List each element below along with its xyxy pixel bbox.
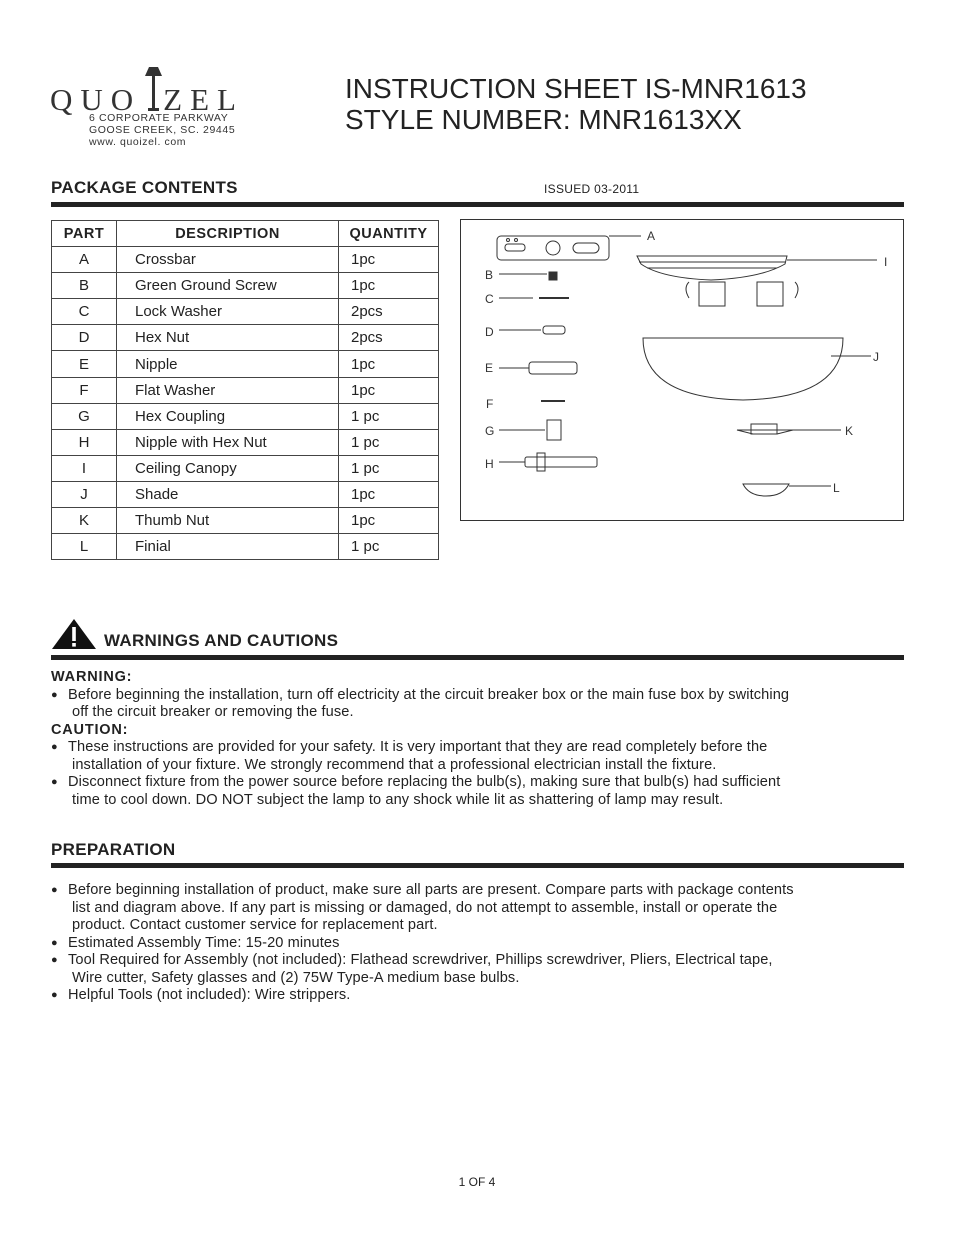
website-line: www. quoizel. com bbox=[89, 136, 187, 148]
list-item bbox=[51, 687, 911, 722]
table-row bbox=[52, 377, 439, 403]
quantity-cell: 1 pc bbox=[339, 534, 439, 560]
part-cell: B bbox=[52, 273, 117, 299]
label-e: E bbox=[485, 361, 494, 375]
crossbar-drawing bbox=[497, 236, 609, 260]
description-cell: Crossbar bbox=[117, 247, 339, 273]
list-item bbox=[51, 739, 911, 774]
part-cell: K bbox=[52, 508, 117, 534]
list-item-text bbox=[68, 882, 911, 935]
table-row bbox=[52, 299, 439, 325]
quantity-cell: 1pc bbox=[339, 377, 439, 403]
label-k: K bbox=[845, 424, 854, 438]
bullet-icon: ● bbox=[51, 989, 58, 1001]
description-cell: Nipple with Hex Nut bbox=[117, 429, 339, 455]
text-line: installation of your fixture. We strongly recommend that a professional electrician install the fixture. bbox=[72, 756, 717, 773]
table-row bbox=[52, 455, 439, 481]
table-row bbox=[52, 273, 439, 299]
list-item bbox=[51, 952, 911, 987]
list-item bbox=[51, 882, 911, 935]
section-divider bbox=[51, 863, 904, 868]
parts-diagram-drawing bbox=[461, 220, 905, 522]
text-line: Disconnect fixture from the power source before replacing the bulb(s), making sure that bulb(s) had sufficient bbox=[68, 774, 781, 790]
label-c: C bbox=[485, 292, 494, 306]
page-number: 1 OF 4 bbox=[458, 1175, 496, 1189]
warning-label: WARNING: bbox=[51, 669, 133, 685]
bullet-icon: ● bbox=[51, 741, 58, 753]
table-row bbox=[52, 325, 439, 351]
label-j: J bbox=[873, 350, 879, 364]
text-line: off the circuit breaker or removing the fuse. bbox=[72, 704, 354, 720]
table-row bbox=[52, 247, 439, 273]
part-cell: D bbox=[52, 325, 117, 351]
warnings-body bbox=[51, 669, 911, 809]
description-cell: Thumb Nut bbox=[117, 508, 339, 534]
company-address bbox=[89, 112, 235, 148]
part-cell: E bbox=[52, 351, 117, 377]
table-row bbox=[52, 429, 439, 455]
text-line: list and diagram above. If any part is missing or damaged, do not attempt to assemble, install or operate the bbox=[72, 899, 778, 916]
section-divider bbox=[51, 655, 904, 660]
bullet-icon: ● bbox=[51, 776, 58, 788]
column-header-quantity: QUANTITY bbox=[339, 221, 439, 247]
table-row bbox=[52, 508, 439, 534]
package-contents-table bbox=[51, 220, 439, 560]
list-item bbox=[51, 935, 911, 953]
part-cell: G bbox=[52, 403, 117, 429]
table-header-row bbox=[52, 221, 439, 247]
quantity-cell: 2pcs bbox=[339, 325, 439, 351]
address-line: 6 CORPORATE PARKWAY bbox=[89, 112, 229, 124]
instruction-sheet-number: INSTRUCTION SHEET IS-MNR1613 bbox=[345, 73, 807, 104]
list-item bbox=[51, 774, 911, 809]
quantity-cell: 1 pc bbox=[339, 429, 439, 455]
text-line: Wire cutter, Safety glasses and (2) 75W Type-A medium base bulbs. bbox=[72, 969, 520, 986]
bullet-icon: ● bbox=[51, 936, 58, 949]
bullet-icon: ● bbox=[51, 688, 58, 701]
label-h: H bbox=[485, 457, 494, 471]
quoizel-logo bbox=[50, 64, 250, 154]
quantity-cell: 1pc bbox=[339, 273, 439, 299]
label-a: A bbox=[647, 229, 656, 243]
part-cell: F bbox=[52, 377, 117, 403]
section-divider bbox=[51, 202, 904, 207]
label-l: L bbox=[833, 481, 840, 495]
list-item-text bbox=[68, 774, 911, 809]
description-cell: Hex Coupling bbox=[117, 403, 339, 429]
text-line: Tool Required for Assembly (not included): Flathead screwdriver, Phillips screwdriver, Pliers, Electrical tape, bbox=[68, 952, 773, 968]
label-d: D bbox=[485, 325, 494, 339]
text-line: Helpful Tools (not included): Wire strippers. bbox=[68, 987, 351, 1003]
parts-diagram bbox=[460, 219, 904, 521]
part-cell: C bbox=[52, 299, 117, 325]
caution-label: CAUTION: bbox=[51, 721, 129, 738]
table-row bbox=[52, 534, 439, 560]
label-g: G bbox=[485, 424, 495, 438]
column-header-description: DESCRIPTION bbox=[117, 221, 339, 247]
preparation-heading: PREPARATION bbox=[51, 840, 176, 859]
package-contents-heading: PACKAGE CONTENTS bbox=[51, 178, 238, 197]
style-number: STYLE NUMBER: MNR1613XX bbox=[345, 104, 742, 135]
thumb-nut-drawing bbox=[737, 430, 793, 434]
shade-drawing bbox=[643, 338, 843, 400]
text-line: product. Contact customer service for replacement part. bbox=[72, 917, 438, 933]
part-cell: L bbox=[52, 534, 117, 560]
table-row bbox=[52, 481, 439, 507]
label-f: F bbox=[486, 397, 494, 411]
document-title bbox=[345, 73, 807, 135]
address-line: GOOSE CREEK, SC. 29445 bbox=[89, 124, 236, 136]
description-cell: Finial bbox=[117, 534, 339, 560]
table-row bbox=[52, 403, 439, 429]
list-item-text bbox=[68, 935, 911, 953]
list-item bbox=[51, 987, 911, 1005]
table-row bbox=[52, 351, 439, 377]
part-cell: I bbox=[52, 455, 117, 481]
quantity-cell: 2pcs bbox=[339, 299, 439, 325]
label-i: I bbox=[884, 255, 888, 269]
part-cell: A bbox=[52, 247, 117, 273]
text-line: Before beginning the installation, turn off electricity at the circuit breaker box or the main fuse box by switching bbox=[68, 686, 790, 703]
quantity-cell: 1pc bbox=[339, 247, 439, 273]
brand-wordmark: QUO ZEL bbox=[50, 82, 244, 117]
description-cell: Shade bbox=[117, 481, 339, 507]
text-line: time to cool down. DO NOT subject the lamp to any shock while lit as shattering of lamp may result. bbox=[72, 791, 724, 808]
quantity-cell: 1pc bbox=[339, 351, 439, 377]
description-cell: Lock Washer bbox=[117, 299, 339, 325]
preparation-body bbox=[51, 882, 911, 1005]
description-cell: Hex Nut bbox=[117, 325, 339, 351]
column-header-part: PART bbox=[52, 221, 117, 247]
description-cell: Nipple bbox=[117, 351, 339, 377]
bullet-icon: ● bbox=[51, 884, 58, 896]
label-b: B bbox=[485, 268, 494, 282]
list-item-text bbox=[68, 987, 911, 1005]
quantity-cell: 1 pc bbox=[339, 455, 439, 481]
description-cell: Ceiling Canopy bbox=[117, 455, 339, 481]
description-cell: Green Ground Screw bbox=[117, 273, 339, 299]
text-line: Before beginning installation of product, make sure all parts are present. Compare parts with package contents bbox=[68, 882, 794, 898]
quantity-cell: 1pc bbox=[339, 508, 439, 534]
list-item-text bbox=[68, 687, 911, 722]
quantity-cell: 1pc bbox=[339, 481, 439, 507]
part-cell: H bbox=[52, 429, 117, 455]
issued-date: ISSUED 03-2011 bbox=[544, 182, 640, 196]
description-cell: Flat Washer bbox=[117, 377, 339, 403]
quantity-cell: 1 pc bbox=[339, 403, 439, 429]
warnings-heading: WARNINGS AND CAUTIONS bbox=[104, 631, 339, 650]
finial-drawing bbox=[743, 484, 789, 496]
text-line: Estimated Assembly Time: 15-20 minutes bbox=[68, 934, 340, 951]
warning-triangle-icon bbox=[51, 618, 97, 650]
part-cell: J bbox=[52, 481, 117, 507]
list-item-text bbox=[68, 952, 911, 987]
bullet-icon: ● bbox=[51, 954, 58, 966]
list-item-text bbox=[68, 739, 911, 774]
text-line: These instructions are provided for your safety. It is very important that they are read completely before the bbox=[68, 739, 768, 755]
